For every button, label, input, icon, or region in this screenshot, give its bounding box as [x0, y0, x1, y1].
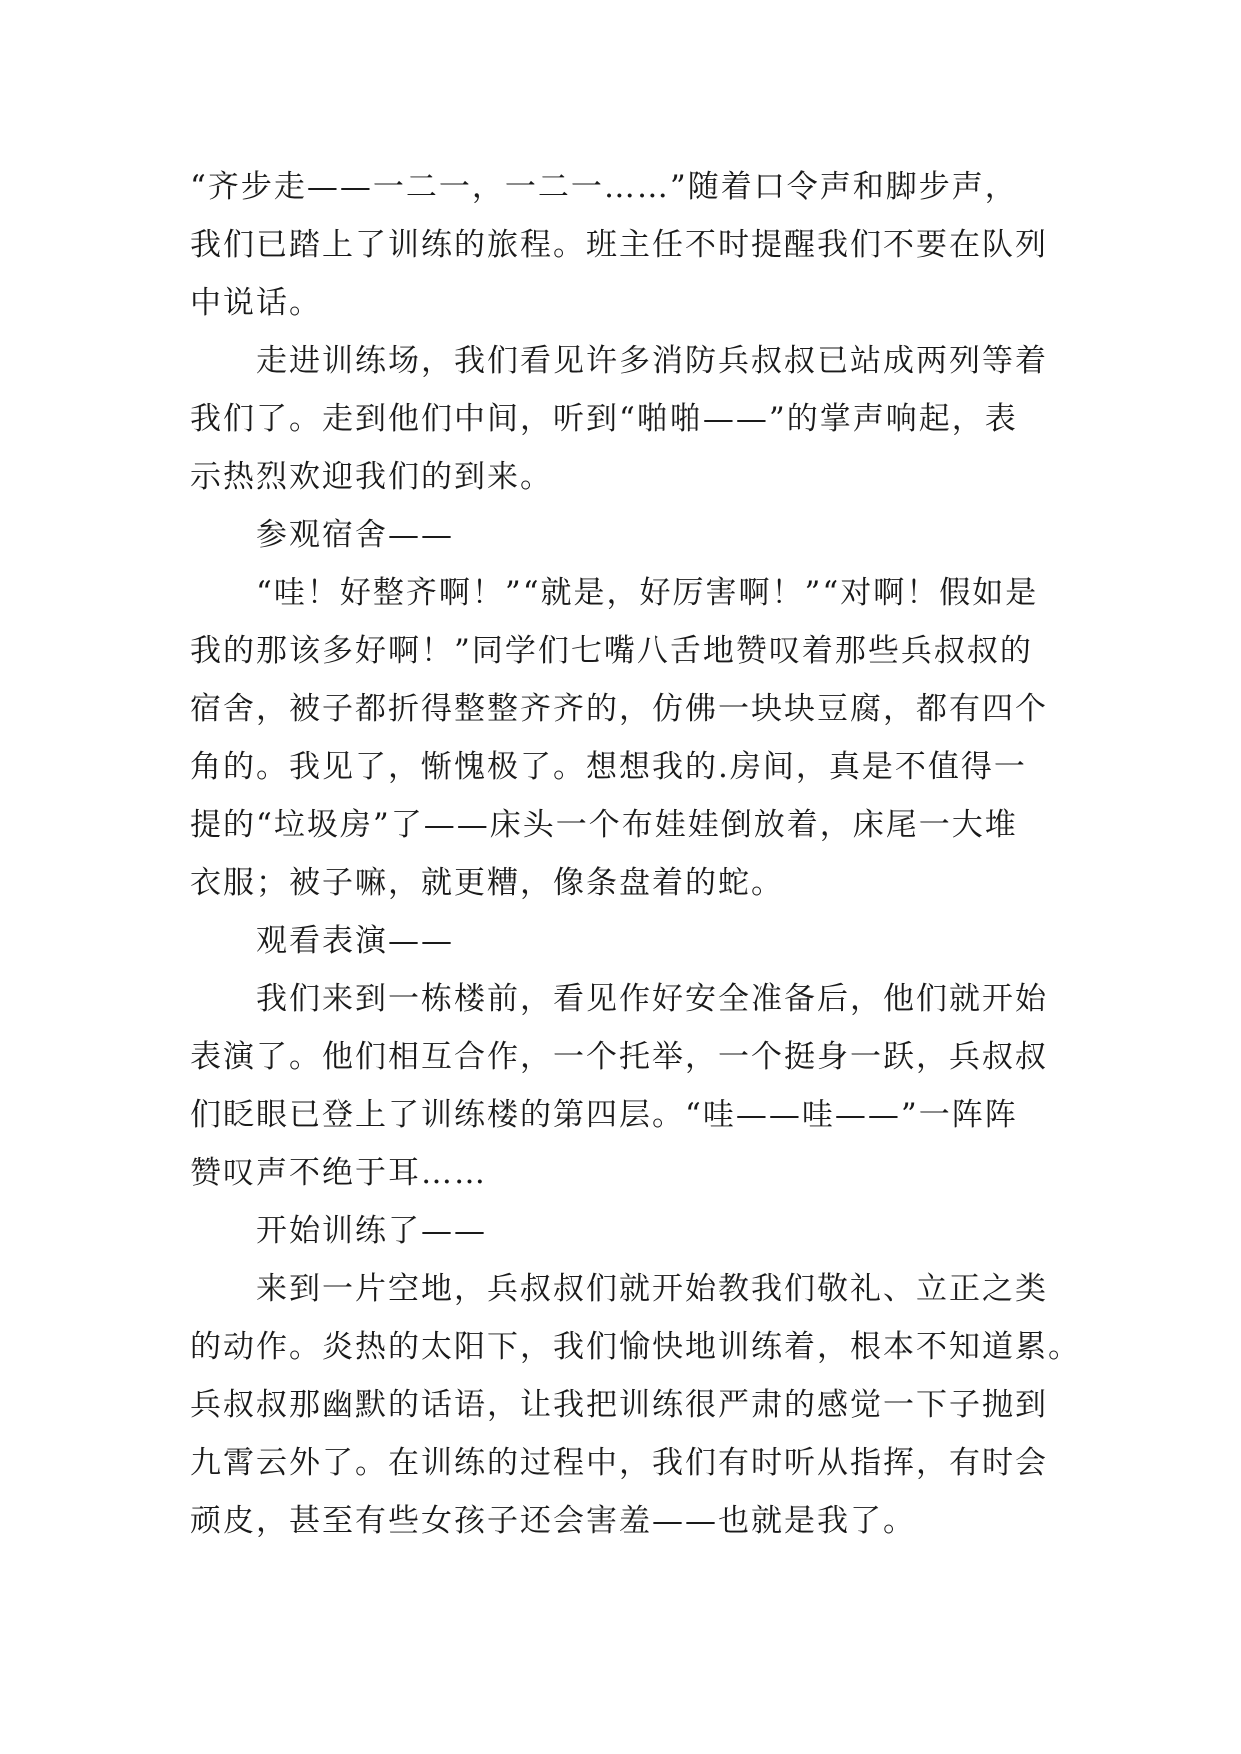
text-line: 我的那该多好啊！”同学们七嘴八舌地赞叹着那些兵叔叔的 — [190, 633, 1033, 669]
text-line: 提的“垃圾房”了——床头一个布娃娃倒放着，床尾一大堆 — [190, 807, 1018, 843]
text-line: 我们来到一栋楼前，看见作好安全准备后，他们就开始 — [256, 981, 1048, 1017]
text-line: 们眨眼已登上了训练楼的第四层。“哇——哇——”一阵阵 — [190, 1097, 1018, 1133]
text-line: 衣服；被子嘛，就更糟，像条盘着的蛇。 — [190, 865, 784, 901]
text-line: 赞叹声不绝于耳…… — [190, 1155, 487, 1191]
text-line: 我们了。走到他们中间，听到“啪啪——”的掌声响起，表 — [190, 401, 1018, 437]
text-line: 示热烈欢迎我们的到来。 — [190, 459, 553, 495]
text-line: 角的。我见了，惭愧极了。想想我的.房间，真是不值得一 — [190, 749, 1027, 785]
text-line: 我们已踏上了训练的旅程。班主任不时提醒我们不要在队列 — [190, 227, 1048, 263]
text-line: 的动作。炎热的太阳下，我们愉快地训练着，根本不知道累。 — [190, 1329, 1081, 1365]
text-line: 表演了。他们相互合作，一个托举，一个挺身一跃，兵叔叔 — [190, 1039, 1048, 1075]
text-line: 宿舍，被子都折得整整齐齐的，仿佛一块块豆腐，都有四个 — [190, 691, 1048, 727]
section-heading: 观看表演—— — [256, 923, 454, 959]
text-line: “齐步走——一二一，一二一……”随着口令声和脚步声， — [190, 169, 1018, 205]
essay-body — [190, 158, 1081, 1550]
text-line: 顽皮，甚至有些女孩子还会害羞——也就是我了。 — [190, 1503, 916, 1539]
text-line: 兵叔叔那幽默的话语，让我把训练很严肃的感觉一下子抛到 — [190, 1387, 1048, 1423]
text-line: “哇！好整齐啊！”“就是，好厉害啊！”“对啊！假如是 — [256, 575, 1039, 611]
section-heading: 开始训练了—— — [256, 1213, 487, 1249]
section-heading: 参观宿舍—— — [256, 517, 454, 553]
text-line: 九霄云外了。在训练的过程中，我们有时听从指挥，有时会 — [190, 1445, 1048, 1481]
text-line: 走进训练场，我们看见许多消防兵叔叔已站成两列等着 — [256, 343, 1048, 379]
text-line: 中说话。 — [190, 285, 322, 321]
text-line: 来到一片空地，兵叔叔们就开始教我们敬礼、立正之类 — [256, 1271, 1048, 1307]
